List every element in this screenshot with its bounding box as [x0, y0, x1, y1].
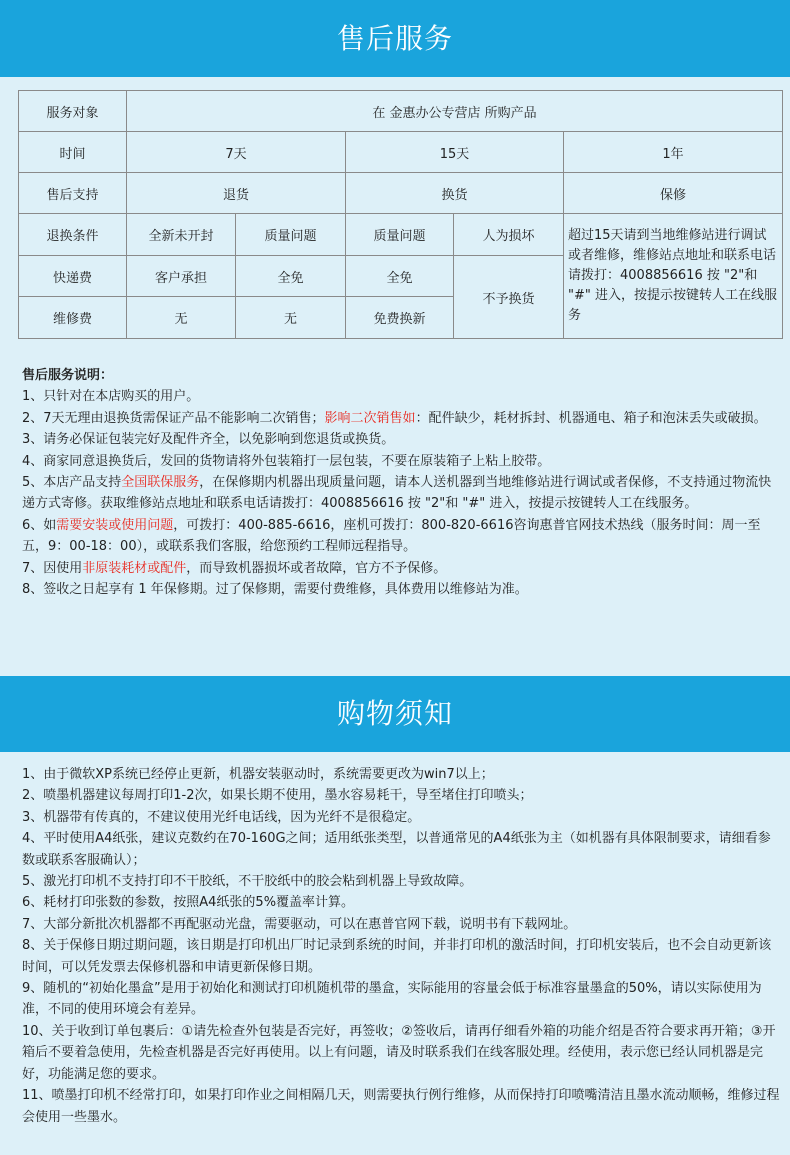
after-sales-notes [22, 365, 780, 600]
notes-title: 售后服务说明： [22, 368, 114, 383]
service-table [18, 90, 783, 339]
table-cell: 无 [236, 297, 346, 339]
note-text: ：配件缺少，耗材拆封、机器通电、箱子和泡沫丢失或破损。 [415, 410, 767, 426]
table-cell: 退货 [127, 173, 346, 214]
shopping-title: 购物须知 [336, 697, 453, 730]
shopping-item: 2、喷墨机器建议每周打印1-2次，如果长期不使用，墨水容易耗干，导至堵住打印喷头； [22, 788, 533, 804]
shopping-item: 10、关于收到订单包裹后：①请先检查外包装是否完好，再签收；②签收后，请再仔细看外箱的功能介绍是否符合要求再开箱；③开箱后不要着急使用，先检查机器是否完好再使用。以上有问题，请及时联系我们在线客服处理。经使用，表示您已经认同机器是完好，功能满足您的要求。 [22, 1023, 776, 1082]
note-highlight: 影响二次销售如 [324, 410, 416, 426]
table-cell: 免费换新 [346, 297, 454, 339]
table-row [19, 132, 783, 173]
table-row [19, 91, 783, 132]
table-cell: 全免 [236, 256, 346, 297]
note-text: ，而导致机器损坏或者故障，官方不予保修。 [186, 560, 447, 576]
table-cell: 7天 [127, 132, 346, 173]
shopping-item: 6、耗材打印张数的参数，按照A4纸张的5%覆盖率计算。 [22, 895, 355, 911]
table-cell: 质量问题 [346, 214, 454, 256]
row-label: 时间 [19, 132, 127, 173]
table-cell: 全新未开封 [127, 214, 236, 256]
shopping-banner [0, 676, 790, 752]
row-label: 退换条件 [19, 214, 127, 256]
shopping-item: 8、关于保修日期过期问题，该日期是打印机出厂时记录到系统的时间，并非打印机的激活时间，打印机安装后，也不会自动更新该时间，可以凭发票去保修机器和申请更新保修日期。 [22, 938, 772, 975]
note-text: 6、如 [22, 517, 57, 533]
no-exchange-cell: 不予换货 [454, 256, 564, 339]
note-text: 7、因使用 [22, 560, 83, 576]
note-item: 8、签收之日起享有 1 年保修期。过了保修期，需要付费维修，具体费用以维修站为准。 [22, 582, 528, 598]
row-label: 售后支持 [19, 173, 127, 214]
table-cell: 1年 [564, 132, 783, 173]
note-item: 4、商家同意退换货后，发回的货物请将外包装箱打一层包装，不要在原装箱子上粘上胶带。 [22, 453, 551, 469]
table-row [19, 173, 783, 214]
row-label: 服务对象 [19, 91, 127, 132]
table-cell: 换货 [346, 173, 564, 214]
table-cell: 质量问题 [236, 214, 346, 256]
note-text: 5、本店产品支持 [22, 475, 122, 491]
table-cell: 人为损坏 [454, 214, 564, 256]
note-item [22, 472, 780, 515]
note-text: 2、7天无理由退换货需保证产品不能影响二次销售； [22, 410, 325, 426]
table-cell: 全免 [346, 256, 454, 297]
shopping-item: 11、喷墨打印机不经常打印，如果打印作业之间相隔几天，则需要执行例行维修，从而保持打印喷嘴清洁且墨水流动顺畅，维修过程会使用一些墨水。 [22, 1088, 780, 1125]
note-highlight: 需要安装或使用问题 [56, 517, 174, 533]
table-row [19, 214, 783, 256]
note-item [22, 558, 780, 579]
table-cell: 无 [127, 297, 236, 339]
repair-note: 超过15天请到当地维修站进行调试或者维修，维修站点地址和联系电话请拨打：4008856616 按 "2"和 "#" 进入，按提示按键转人工在线服务 [564, 214, 783, 339]
after-sales-title: 售后服务 [336, 22, 453, 55]
shopping-item: 7、大部分新批次机器都不再配驱动光盘，需要驱动，可以在惠普官网下载，说明书有下载网址。 [22, 916, 577, 932]
note-item: 1、只针对在本店购买的用户。 [22, 389, 200, 405]
table-cell: 客户承担 [127, 256, 236, 297]
note-text: ，可拨打：400-885-6616，座机可拨打：800-820-6616咨询惠普官网技术热线（服务时间：周一至五，9：00-18：00），或联系我们客服，给您预约工程师远程指导。 [22, 517, 761, 555]
shopping-notes [22, 764, 780, 1128]
shopping-item: 9、随机的“初始化墨盒”是用于初始化和测试打印机随机带的墨盒，实际能用的容量会低于标准容量墨盒的50%，请以实际使用为准，不同的使用环境会有差异。 [22, 981, 762, 1018]
note-highlight: 非原装耗材或配件 [82, 560, 187, 576]
row-label: 维修费 [19, 297, 127, 339]
table-cell: 15天 [346, 132, 564, 173]
service-scope: 在 金惠办公专营店 所购产品 [127, 91, 783, 132]
note-item: 3、请务必保证包装完好及配件齐全，以免影响到您退货或换货。 [22, 432, 395, 448]
shopping-item: 3、机器带有传真的，不建议使用光纤电话线，因为光纤不是很稳定。 [22, 809, 421, 825]
row-label: 快递费 [19, 256, 127, 297]
after-sales-banner [0, 0, 790, 77]
note-item [22, 515, 780, 558]
table-cell: 保修 [564, 173, 783, 214]
shopping-item: 1、由于微软XP系统已经停止更新，机器安装驱动时，系统需要更改为win7以上； [22, 767, 494, 782]
shopping-item: 5、激光打印机不支持打印不干胶纸，不干胶纸中的胶会粘到机器上导致故障。 [22, 874, 473, 890]
note-item [22, 408, 780, 429]
note-highlight: 全国联保服务 [121, 475, 200, 491]
note-text: ，在保修期内机器出现质量问题，请本人送机器到当地维修站进行调试或者保修，不支持通过物流快递方式寄修。获取维修站点地址和联系电话请拨打：4008856616 按 "2"和 "#" 进入，按提示按键转人工在线服务。 [22, 475, 772, 512]
shopping-item: 4、平时使用A4纸张，建议克数约在70-160G之间；适用纸张类型，以普通常见的A4纸张为主（如机器有具体限制要求，请细看参数或联系客服确认）； [22, 831, 771, 868]
